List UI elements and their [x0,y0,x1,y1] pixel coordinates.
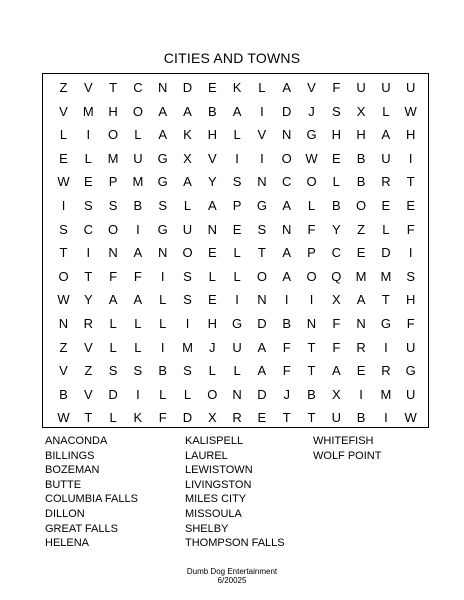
grid-cell: F [332,339,341,355]
grid-cell: N [58,316,69,331]
word-list-item: BOZEMAN [45,464,100,477]
grid-row [43,336,428,360]
grid-cell: M [82,103,94,119]
grid-cell: O [281,150,292,166]
grid-cell: K [133,410,143,426]
grid-cell: I [359,386,363,402]
grid-cell: B [282,316,292,331]
grid-cell: X [331,386,341,402]
grid-cell: P [108,174,118,190]
grid-cell: R [381,363,391,379]
grid-cell: P [307,245,316,261]
grid-cell: A [282,268,292,284]
grid-cell: L [183,386,192,402]
grid-cell: W [57,174,70,190]
grid-cell: I [260,103,264,119]
grid-cell: U [133,150,143,166]
grid-cell: O [256,268,267,284]
grid-cell: G [157,221,168,237]
grid-cell: U [331,410,341,426]
grid-cell: B [307,386,316,402]
grid-cell: H [356,127,366,143]
grid-cell: I [185,316,190,331]
grid-cell: A [183,174,192,190]
grid-cell: T [59,245,68,261]
grid-cell: G [157,174,168,190]
grid-cell: X [356,103,366,119]
grid-cell: A [381,127,391,143]
word-list-item: LAUREL [185,449,228,462]
grid-cell: I [309,292,314,308]
grid-cell: M [182,339,193,355]
grid-cell: T [282,410,291,426]
grid-cell: U [405,386,416,402]
grid-cell: L [233,363,241,379]
grid-cell: J [209,339,216,355]
grid-cell: Z [357,221,366,237]
grid-cell: L [159,292,167,308]
grid-cell: B [331,198,341,213]
grid-cell: M [380,386,392,402]
grid-cell: R [356,339,366,355]
grid-cell: I [408,245,413,261]
grid-cell: E [381,198,391,213]
word-list-column-3 [313,434,381,463]
grid-cell: W [57,410,70,426]
grid-cell: T [381,292,390,308]
grid-cell: F [109,268,118,284]
grid-cell: B [356,410,366,426]
grid-cell: P [232,198,242,213]
letter-grid [42,73,429,428]
grid-cell: S [83,198,93,213]
grid-cell: I [86,127,91,143]
grid-cell: A [257,363,267,379]
grid-row [43,170,428,194]
grid-cell: T [84,410,93,426]
grid-cell: X [207,410,217,426]
grid-cell: L [159,316,167,331]
grid-cell: D [257,386,267,402]
grid-cell: E [207,292,217,308]
grid-cell: M [380,268,392,284]
grid-row [43,218,428,242]
word-list-item: BUTTE [45,478,82,491]
grid-cell: N [281,127,292,143]
grid-cell: Z [59,80,68,95]
grid-cell: G [306,127,317,143]
grid-cell: I [384,339,388,355]
word-list-column-1 [45,434,138,551]
grid-cell: N [356,316,366,331]
grid-cell: F [133,268,142,284]
grid-cell: L [109,410,117,426]
grid-cell: T [257,245,266,261]
grid-cell: W [404,103,417,119]
word-list-item: COLUMBIA FALLS [45,493,138,506]
word-list-item: HELENA [45,537,90,550]
grid-cell: F [307,221,316,237]
grid-cell: E [83,174,93,190]
grid-cell: F [406,221,415,237]
grid-cell: O [306,268,317,284]
grid-cell: I [160,268,165,284]
grid-cell: U [405,339,416,355]
grid-cell: S [59,221,68,237]
grid-cell: S [183,292,192,308]
word-list-item: WOLF POINT [313,449,382,462]
grid-row [43,194,428,218]
grid-cell: R [381,174,391,190]
grid-row [43,100,428,124]
grid-cell: D [281,103,292,119]
grid-cell: F [282,363,291,379]
grid-cell: H [405,292,416,308]
grid-cell: I [235,150,239,166]
grid-cell: M [107,150,119,166]
grid-cell: D [257,316,267,331]
grid-cell: S [108,363,118,379]
grid-cell: I [136,221,140,237]
grid-cell: V [207,150,217,166]
puzzle-title: CITIES AND TOWNS [163,50,301,66]
footer-publisher: Dumb Dog Entertainment [186,567,278,576]
word-list-item: THOMPSON FALLS [185,537,285,550]
grid-cell: N [232,386,242,402]
grid-cell: L [208,363,216,379]
grid-cell: E [406,198,416,213]
grid-cell: L [183,198,192,213]
grid-cell: L [208,268,216,284]
grid-cell: A [257,339,267,355]
grid-cell: B [356,174,366,190]
grid-cell: S [108,198,118,213]
grid-cell: B [59,386,68,402]
grid-cell: A [183,103,192,119]
word-list-item: DILLON [45,507,85,520]
grid-cell: F [406,316,415,331]
grid-cell: E [232,221,242,237]
grid-cell: B [133,198,143,213]
grid-cell: K [183,127,192,143]
grid-cell: F [332,316,341,331]
grid-cell: T [109,80,118,95]
word-list-item: KALISPELL [185,435,244,447]
grid-cell: A [108,292,118,308]
footer-date: 6/20025 [217,576,247,585]
grid-cell: X [183,150,192,166]
grid-cell: I [260,150,264,166]
grid-cell: H [108,103,118,119]
word-list-item: ANACONDA [45,435,108,447]
grid-cell: J [308,103,315,119]
grid-cell: A [133,292,143,308]
grid-cell: A [282,245,292,261]
grid-cell: A [133,245,143,261]
grid-cell: I [86,245,91,261]
grid-cell: Q [331,268,342,284]
grid-cell: N [108,245,118,261]
grid-cell: U [381,80,391,95]
grid-cell: M [355,268,367,284]
grid-cell: U [356,80,366,95]
grid-cell: O [182,245,193,261]
grid-cell: L [382,221,390,237]
grid-cell: N [281,221,292,237]
grid-cell: I [284,292,289,308]
grid-cell: H [207,127,217,143]
word-list-item: LEWISTOWN [185,464,253,477]
grid-cell: V [83,386,93,402]
grid-cell: V [59,103,68,119]
grid-cell: Z [59,339,68,355]
grid-cell: I [384,410,388,426]
grid-cell: E [356,245,366,261]
grid-cell: L [134,316,142,331]
grid-cell: S [331,103,341,119]
grid-cell: J [283,386,290,402]
grid-cell: A [331,363,341,379]
grid-cell: S [183,268,192,284]
grid-cell: O [306,174,317,190]
grid-cell: S [133,363,143,379]
grid-cell: O [58,268,69,284]
grid-cell: O [132,103,143,119]
grid-cell: O [108,127,119,143]
grid-row [43,265,428,289]
grid-cell: V [83,339,93,355]
grid-cell: S [158,198,168,213]
grid-cell: T [406,174,415,190]
grid-cell: N [306,316,317,331]
grid-cell: O [207,386,218,402]
grid-cell: E [59,150,68,166]
grid-cell: D [108,386,118,402]
word-list-item: BILLINGS [45,449,95,462]
grid-cell: G [380,316,391,331]
grid-cell: O [356,198,367,213]
grid-cell: B [207,103,217,119]
grid-cell: Y [83,292,93,308]
grid-cell: V [59,363,68,379]
grid-cell: V [257,127,267,143]
grid-cell: L [109,339,117,355]
grid-cell: M [132,174,144,190]
grid-cell: L [307,198,316,213]
grid-cell: N [207,221,217,237]
grid-cell: I [408,150,413,166]
grid-cell: A [356,292,366,308]
grid-row [43,123,428,147]
grid-cell: N [257,292,267,308]
grid-cell: T [307,339,316,355]
grid-row [43,312,428,336]
grid-cell: U [381,150,391,166]
grid-cell: L [332,174,340,190]
grid-cell: I [61,198,66,213]
grid-cell: U [232,339,242,355]
word-list-item: SHELBY [185,522,229,535]
grid-cell: Z [84,363,93,379]
grid-cell: U [405,80,416,95]
grid-cell: G [405,363,416,379]
grid-row [43,383,428,407]
grid-row [43,288,428,312]
grid-cell: F [158,410,167,426]
grid-cell: L [159,386,167,402]
grid-cell: A [158,103,168,119]
grid-cell: G [157,150,168,166]
word-list-column-2 [185,434,285,551]
grid-cell: N [257,174,267,190]
grid-cell: F [332,80,341,95]
grid-cell: H [207,316,217,331]
grid-cell: T [307,363,316,379]
grid-cell: L [233,127,241,143]
grid-cell: L [382,103,390,119]
grid-cell: R [83,316,93,331]
grid-cell: F [282,339,291,355]
grid-cell: B [356,150,366,166]
word-list-item: LIVINGSTON [185,478,252,491]
grid-cell: T [307,410,316,426]
grid-cell: L [233,268,241,284]
grid-cell: A [207,198,217,213]
grid-cell: N [157,80,168,95]
grid-cell: T [84,268,93,284]
grid-cell: Y [331,221,341,237]
grid-cell: D [182,80,193,95]
grid-cell: W [404,410,417,426]
grid-cell: H [405,127,416,143]
grid-cell: I [235,292,239,308]
grid-cell: Y [207,174,217,190]
grid-cell: L [109,316,117,331]
grid-cell: X [331,292,341,308]
grid-cell: W [305,150,318,166]
grid-cell: V [307,80,316,95]
grid-cell: L [84,150,92,166]
grid-cell: A [282,80,292,95]
word-list-item: GREAT FALLS [45,522,118,535]
grid-cell: E [257,410,267,426]
grid-cell: E [207,80,217,95]
grid-row [43,147,428,171]
grid-cell: L [258,80,266,95]
word-list-item: MILES CITY [185,493,247,506]
grid-cell: C [281,174,292,190]
grid-cell: C [133,80,143,95]
word-list-item: WHITEFISH [313,435,374,447]
grid-cell: A [158,127,168,143]
grid-cell: H [331,127,341,143]
grid-cell: O [108,221,119,237]
grid-row [43,76,428,100]
grid-row [43,406,428,430]
word-list-item: MISSOULA [185,507,242,520]
footer [0,567,464,585]
grid-cell: U [182,221,193,237]
grid-cell: B [158,363,168,379]
grid-cell: S [406,268,416,284]
grid-cell: I [136,386,140,402]
grid-cell: L [134,127,142,143]
grid-cell: C [83,221,93,237]
grid-cell: V [83,80,93,95]
grid-cell: S [232,174,242,190]
grid-cell: I [160,339,165,355]
grid-cell: E [207,245,217,261]
grid-cell: L [134,339,142,355]
grid-cell: D [381,245,391,261]
grid-row [43,359,428,383]
grid-cell: G [232,316,243,331]
grid-cell: R [232,410,242,426]
grid-cell: E [356,363,366,379]
grid-cell: A [232,103,242,119]
grid-cell: S [183,363,192,379]
grid-row [43,241,428,265]
grid-cell: L [59,127,68,143]
grid-cell: S [257,221,267,237]
grid-cell: A [282,198,292,213]
grid-cell: D [182,410,193,426]
grid-cell: N [157,245,168,261]
grid-cell: L [233,245,241,261]
grid-cell: C [331,245,341,261]
grid-cell: G [256,198,267,213]
grid-cell: K [232,80,242,95]
grid-cell: E [331,150,341,166]
grid-cell: W [57,292,70,308]
